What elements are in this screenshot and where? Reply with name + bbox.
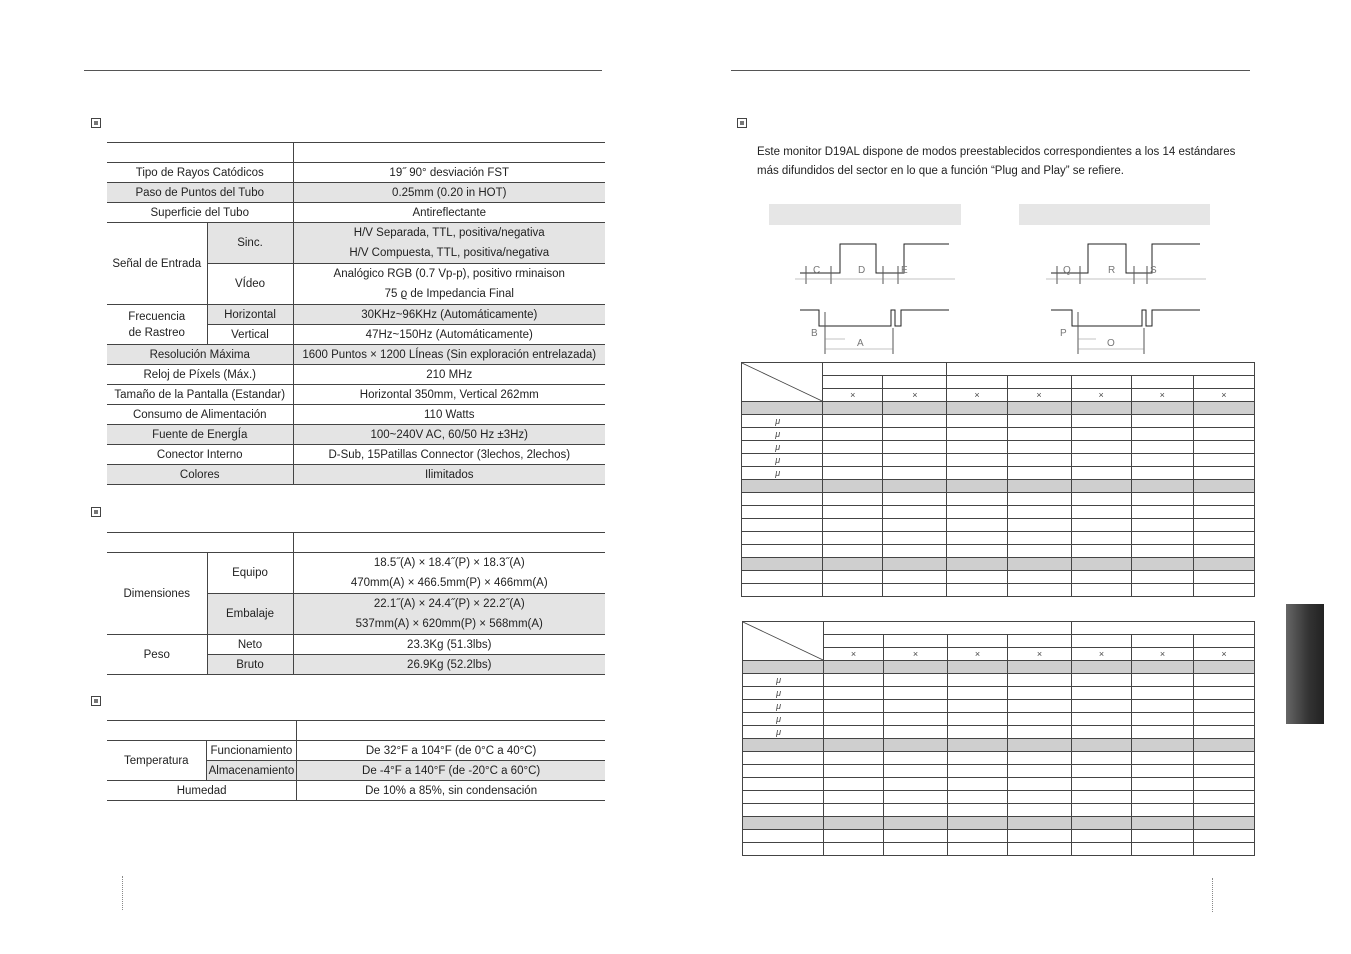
times-symbol: × xyxy=(883,389,947,402)
sync-label: Sinc. xyxy=(207,223,293,264)
signal-label: Señal de Entrada xyxy=(107,223,207,305)
mu-symbol: μ xyxy=(742,428,823,441)
video-value-1: Analógico RGB (0.7 Vp-p), positivo rminaison xyxy=(333,268,565,280)
timing-label: R xyxy=(1108,265,1116,276)
spec-value: 110 Watts xyxy=(293,405,605,425)
scan-label-1: Frecuencia xyxy=(128,310,186,323)
mu-symbol: μ xyxy=(743,726,824,739)
hum-label: Humedad xyxy=(107,781,297,801)
table-row xyxy=(107,223,605,264)
spec-label: Tipo de Rayos Catódicos xyxy=(107,163,293,183)
section-bullet-icon xyxy=(737,118,747,128)
timing-label: C xyxy=(813,265,821,276)
timing-label: O xyxy=(1107,338,1115,349)
timing-diagram-right xyxy=(1046,236,1206,356)
horizontal-timing-header xyxy=(769,204,961,225)
table-row xyxy=(742,506,1255,519)
mu-symbol: μ xyxy=(742,415,823,428)
crt-spec-table xyxy=(107,142,605,485)
table-row xyxy=(742,519,1255,532)
table-row xyxy=(107,635,605,655)
left-header-rule xyxy=(84,70,602,71)
mu-symbol: μ xyxy=(742,467,823,480)
table-row xyxy=(107,405,605,425)
table-row xyxy=(107,781,605,801)
spec-value: 0.25mm (0.20 in HOT) xyxy=(293,183,605,203)
embalaje-value-2: 537mm(A) × 620mm(P) × 568mm(A) xyxy=(355,618,543,630)
times-symbol: × xyxy=(948,648,1008,661)
sync-value-1: H/V Separada, TTL, positiva/negativa xyxy=(353,227,545,239)
diagonal-header-cell xyxy=(742,363,823,402)
spec-label: Colores xyxy=(107,465,293,485)
table-row xyxy=(742,493,1255,506)
equipo-value-2: 470mm(A) × 466.5mm(P) × 466mm(A) xyxy=(350,577,548,589)
table-row xyxy=(743,830,1255,843)
video-values xyxy=(293,264,605,305)
mu-symbol: μ xyxy=(742,441,823,454)
spec-label: Superficie del Tubo xyxy=(107,203,293,223)
spec-value: 100~240V AC, 60/50 Hz ±3Hz) xyxy=(293,425,605,445)
right-header-rule xyxy=(731,70,1250,71)
table-row xyxy=(743,622,1255,635)
table-row xyxy=(107,553,605,594)
times-symbol: × xyxy=(824,648,884,661)
intro-paragraph xyxy=(757,143,1257,181)
preset-modes-table-1 xyxy=(741,362,1255,597)
table-row xyxy=(743,804,1255,817)
bruto-label: Bruto xyxy=(207,655,293,675)
left-page-dotted-margin xyxy=(122,876,123,910)
times-symbol: × xyxy=(1132,648,1194,661)
h-label: Horizontal xyxy=(207,305,293,325)
table-row xyxy=(743,739,1255,752)
table-row xyxy=(743,791,1255,804)
mu-symbol: μ xyxy=(743,713,824,726)
table-row xyxy=(107,163,605,183)
scan-label-2: de Rastreo xyxy=(128,326,185,339)
table-row xyxy=(107,465,605,485)
table-row xyxy=(742,428,1255,441)
table-row xyxy=(107,203,605,223)
alm-value: De -4°F a 140°F (de -20°C a 60°C) xyxy=(297,761,605,781)
table-row xyxy=(107,365,605,385)
video-label: VÍdeo xyxy=(207,264,293,305)
times-symbol: × xyxy=(1008,648,1072,661)
table-row xyxy=(743,674,1255,687)
table-row xyxy=(742,571,1255,584)
table-row xyxy=(743,726,1255,739)
spec-label: Resolución Máxima xyxy=(107,345,293,365)
times-symbol: × xyxy=(947,389,1007,402)
table-row xyxy=(742,454,1255,467)
alm-label: Almacenamiento xyxy=(206,761,297,781)
times-symbol: × xyxy=(884,648,948,661)
timing-label: D xyxy=(858,265,866,276)
times-symbol: × xyxy=(823,389,883,402)
hum-value: De 10% a 85%, sin condensación xyxy=(297,781,605,801)
table-row xyxy=(743,817,1255,830)
table-row xyxy=(742,467,1255,480)
section-bullet-icon xyxy=(91,696,101,706)
spec-value: 1600 Puntos × 1200 LÍneas (Sin exploración entrelazada) xyxy=(293,345,605,365)
table-row xyxy=(742,415,1255,428)
table-row xyxy=(743,765,1255,778)
peso-label: Peso xyxy=(107,635,207,675)
timing-label: S xyxy=(1150,265,1157,276)
table-row xyxy=(742,480,1255,493)
equipo-values xyxy=(293,553,605,594)
temp-label: Temperatura xyxy=(107,741,206,781)
diagonal-header-cell xyxy=(743,622,824,661)
spec-value: D-Sub, 15Patillas Connector (3lechos, 2lechos) xyxy=(293,445,605,465)
table-row xyxy=(743,661,1255,674)
spec-label: Fuente de EnergÍa xyxy=(107,425,293,445)
chapter-tab xyxy=(1286,604,1324,724)
timing-label: E xyxy=(901,265,908,276)
table-row xyxy=(743,700,1255,713)
video-value-2: 75 ϱ de Impedancia Final xyxy=(384,288,514,300)
section-bullet-icon xyxy=(91,507,101,517)
table-row xyxy=(107,305,605,325)
times-symbol: × xyxy=(1193,389,1254,402)
spec-value: 19˝ 90° desviación FST xyxy=(293,163,605,183)
timing-label: P xyxy=(1060,328,1067,339)
table-row xyxy=(742,558,1255,571)
mu-symbol: μ xyxy=(743,674,824,687)
times-symbol: × xyxy=(1194,648,1255,661)
h-value: 30KHz~96KHz (Automáticamente) xyxy=(293,305,605,325)
table-row xyxy=(743,778,1255,791)
spec-label: Paso de Puntos del Tubo xyxy=(107,183,293,203)
timing-label: Q xyxy=(1063,265,1071,276)
neto-value: 23.3Kg (51.3lbs) xyxy=(293,635,605,655)
times-symbol: × xyxy=(1007,389,1071,402)
table-row xyxy=(743,713,1255,726)
timing-label: B xyxy=(811,328,818,339)
mu-symbol: μ xyxy=(742,454,823,467)
sync-value-2: H/V Compuesta, TTL, positiva/negativa xyxy=(349,247,550,259)
table-row xyxy=(742,545,1255,558)
embalaje-values xyxy=(293,594,605,635)
sync-values xyxy=(293,223,605,264)
equipo-label: Equipo xyxy=(207,553,293,594)
spec-label: Tamaño de la Pantalla (Estandar) xyxy=(107,385,293,405)
embalaje-label: Embalaje xyxy=(207,594,293,635)
mu-symbol: μ xyxy=(743,687,824,700)
v-label: Vertical xyxy=(207,325,293,345)
table-row xyxy=(107,741,605,761)
table-row xyxy=(107,183,605,203)
spec-value: Horizontal 350mm, Vertical 262mm xyxy=(293,385,605,405)
table-row xyxy=(742,532,1255,545)
times-symbol: × xyxy=(1071,389,1131,402)
neto-label: Neto xyxy=(207,635,293,655)
spec-value: 210 MHz xyxy=(293,365,605,385)
v-value: 47Hz~150Hz (Automáticamente) xyxy=(293,325,605,345)
table-row xyxy=(742,441,1255,454)
func-label: Funcionamiento xyxy=(206,741,297,761)
dim-label: Dimensiones xyxy=(107,553,207,635)
table-row xyxy=(743,687,1255,700)
right-page-dotted-margin xyxy=(1212,878,1213,912)
table-row xyxy=(743,843,1255,856)
table-row xyxy=(742,584,1255,597)
table-row xyxy=(742,402,1255,415)
equipo-value-1: 18.5˝(A) × 18.4˝(P) × 18.3˝(A) xyxy=(373,557,525,569)
table-row xyxy=(107,385,605,405)
environment-table xyxy=(107,720,605,801)
intro-line-1: Este monitor D19AL dispone de modos preestablecidos correspondientes a los 14 estándares xyxy=(757,146,1236,158)
vertical-timing-header xyxy=(1019,204,1210,225)
table-row xyxy=(107,445,605,465)
spec-value: Ilimitados xyxy=(293,465,605,485)
mu-symbol: μ xyxy=(743,700,824,713)
spec-label: Reloj de Píxels (Máx.) xyxy=(107,365,293,385)
timing-diagram-left xyxy=(795,236,955,356)
table-row xyxy=(743,752,1255,765)
scan-label xyxy=(107,305,207,345)
func-value: De 32°F a 104°F (de 0°C a 40°C) xyxy=(297,741,605,761)
table-row xyxy=(107,345,605,365)
times-symbol: × xyxy=(1072,648,1132,661)
section-bullet-icon xyxy=(91,118,101,128)
embalaje-value-1: 22.1˝(A) × 24.4˝(P) × 22.2˝(A) xyxy=(373,598,525,610)
timing-label: A xyxy=(857,338,864,349)
bruto-value: 26.9Kg (52.2lbs) xyxy=(293,655,605,675)
times-symbol: × xyxy=(1131,389,1193,402)
table-row xyxy=(742,363,1255,376)
table-row xyxy=(107,425,605,445)
spec-label: Consumo de Alimentación xyxy=(107,405,293,425)
spec-value: Antireflectante xyxy=(293,203,605,223)
dimensions-table xyxy=(107,532,605,675)
intro-line-2: más difundidos del sector en lo que a función “Plug and Play” se refiere. xyxy=(757,165,1124,177)
preset-modes-table-2 xyxy=(742,621,1255,856)
spec-label: Conector Interno xyxy=(107,445,293,465)
